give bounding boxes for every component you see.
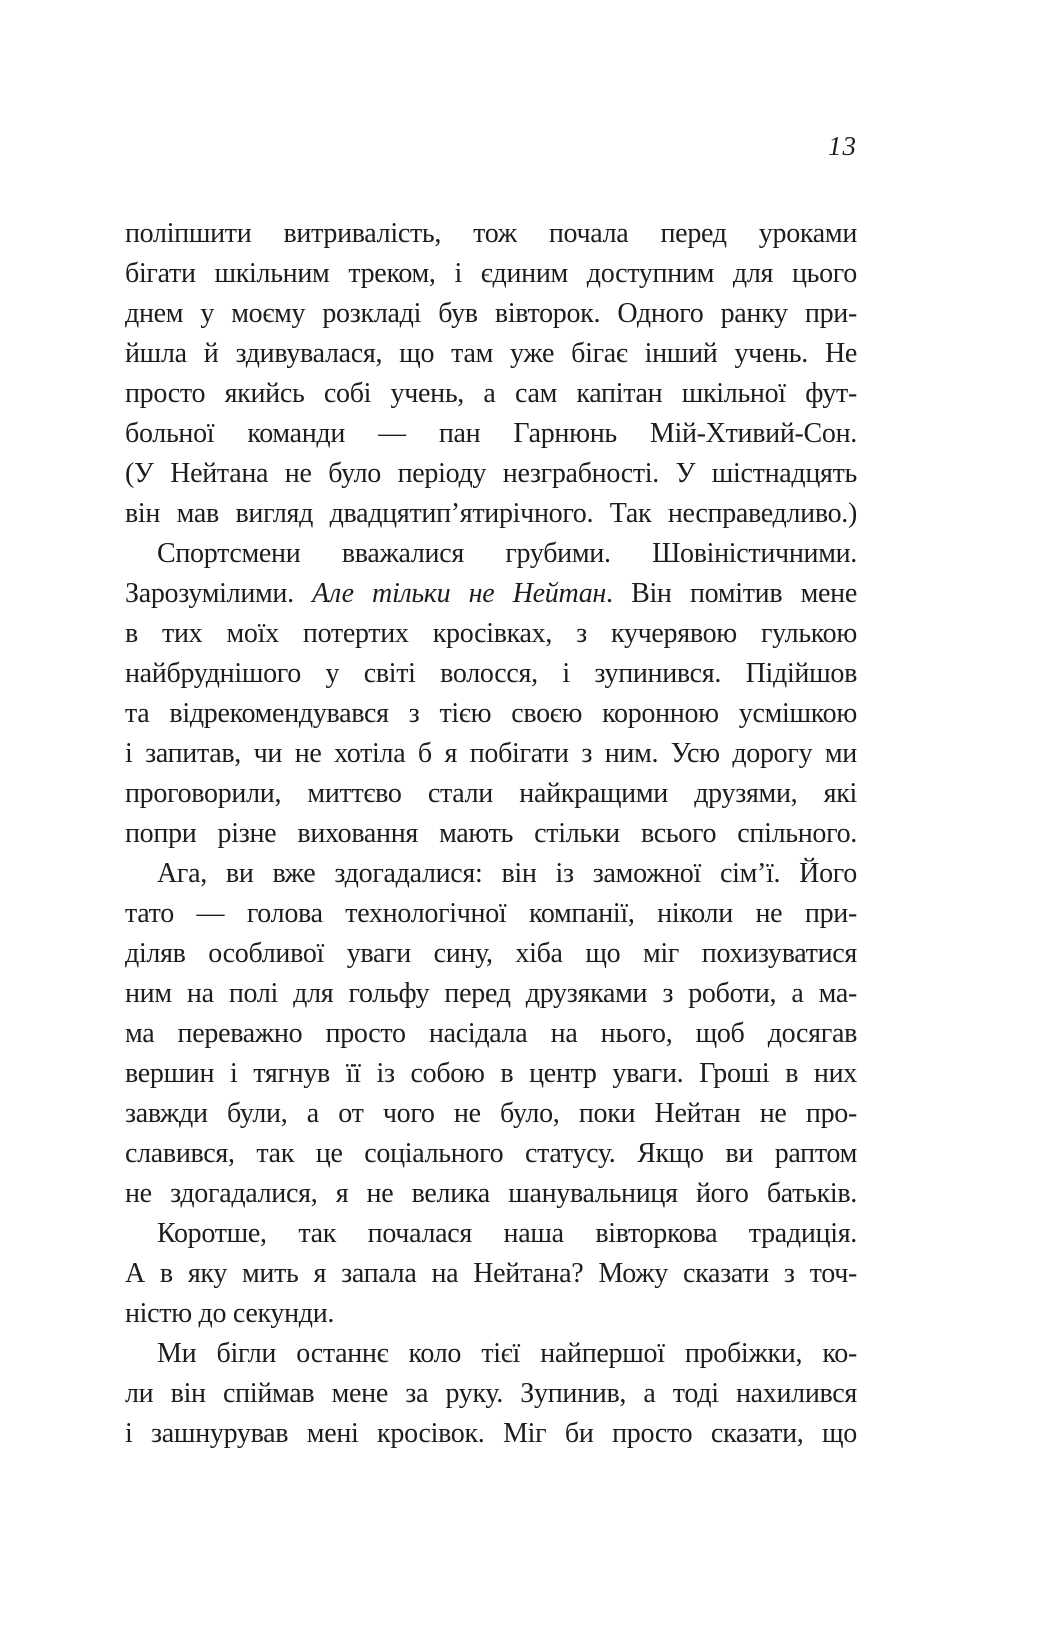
text-line: Ага, ви вже здогадалися: він із заможної сім’ї. Його xyxy=(157,858,857,889)
text-line: (У Нейтана не було періоду незграбності. У шістнадцять xyxy=(125,458,857,489)
text-line: ним на полі для гольфу перед друзяками з роботи, а ма- xyxy=(125,978,857,1009)
text-line: поліпшити витривалість, тож почала перед уроками xyxy=(125,218,857,249)
text-line: Зарозумілими. Але тільки не Нейтан. Він помітив мене xyxy=(125,578,857,609)
text-line: і запитав, чи не хотіла б я побігати з ним. Усю дорогу ми xyxy=(125,738,857,769)
text-line: Спортсмени вважалися грубими. Шовіністичними. xyxy=(157,538,857,569)
text-line: і зашнурував мені кросівок. Міг би просто сказати, що xyxy=(125,1418,857,1449)
text-line: бігати шкільним треком, і єдиним доступним для цього xyxy=(125,258,857,289)
text-line: вершин і тягнув її із собою в центр уваги. Гроші в них xyxy=(125,1058,857,1089)
text-line: славився, так це соціального статусу. Якщо ви раптом xyxy=(125,1138,857,1169)
text-line: завжди були, а от чого не було, поки Нейтан не про- xyxy=(125,1098,857,1129)
text-line: Коротше, так почалася наша вівторкова традиція. xyxy=(157,1218,857,1249)
paragraph xyxy=(125,1334,857,1454)
text-line: проговорили, миттєво стали найкращими друзями, які xyxy=(125,778,857,809)
page-text xyxy=(125,214,857,1454)
text-line: не здогадалися, я не велика шанувальниця його батьків. xyxy=(125,1178,857,1209)
text-line: днем у моєму розкладі був вівторок. Одного ранку при- xyxy=(125,298,857,329)
page-number: 13 xyxy=(828,131,857,161)
text-line: найбруднішого у світі волосся, і зупинився. Підійшов xyxy=(125,658,857,689)
text-line: в тих моїх потертих кросівках, з кучерявою гулькою xyxy=(125,618,857,649)
text-line: йшла й здивувалася, що там уже бігає інший учень. Не xyxy=(125,338,857,369)
text-line: та відрекомендувався з тією своєю коронною усмішкою xyxy=(125,698,857,729)
italic-text: Але тільки не Нейтан xyxy=(312,578,607,609)
text-line: ма переважно просто насідала на нього, щоб досягав xyxy=(125,1018,857,1049)
text-line: Ми бігли останнє коло тієї найпершої пробіжки, ко- xyxy=(157,1338,857,1369)
paragraph xyxy=(125,1214,857,1334)
paragraph xyxy=(125,854,857,1214)
text-line: тато — голова технологічної компанії, ніколи не при- xyxy=(125,898,857,929)
text-line: попри різне виховання мають стільки всього спільного. xyxy=(125,818,857,849)
text-line: ли він спіймав мене за руку. Зупинив, а тоді нахилився xyxy=(125,1378,857,1409)
text-line: діляв особливої уваги сину, хіба що міг похизуватися xyxy=(125,938,857,969)
paragraph xyxy=(125,534,857,854)
text-line: просто якийсь собі учень, а сам капітан шкільної фут- xyxy=(125,378,857,409)
paragraph xyxy=(125,214,857,534)
text-line: больної команди — пан Гарнюнь Мій-Хтивий-Сон. xyxy=(125,418,857,449)
text-line: А в яку мить я запала на Нейтана? Можу сказати з точ- xyxy=(125,1258,857,1289)
text-line: він мав вигляд двадцятип’ятирічного. Так несправедливо.) xyxy=(125,498,857,529)
text-line: ністю до секунди. xyxy=(125,1298,335,1329)
